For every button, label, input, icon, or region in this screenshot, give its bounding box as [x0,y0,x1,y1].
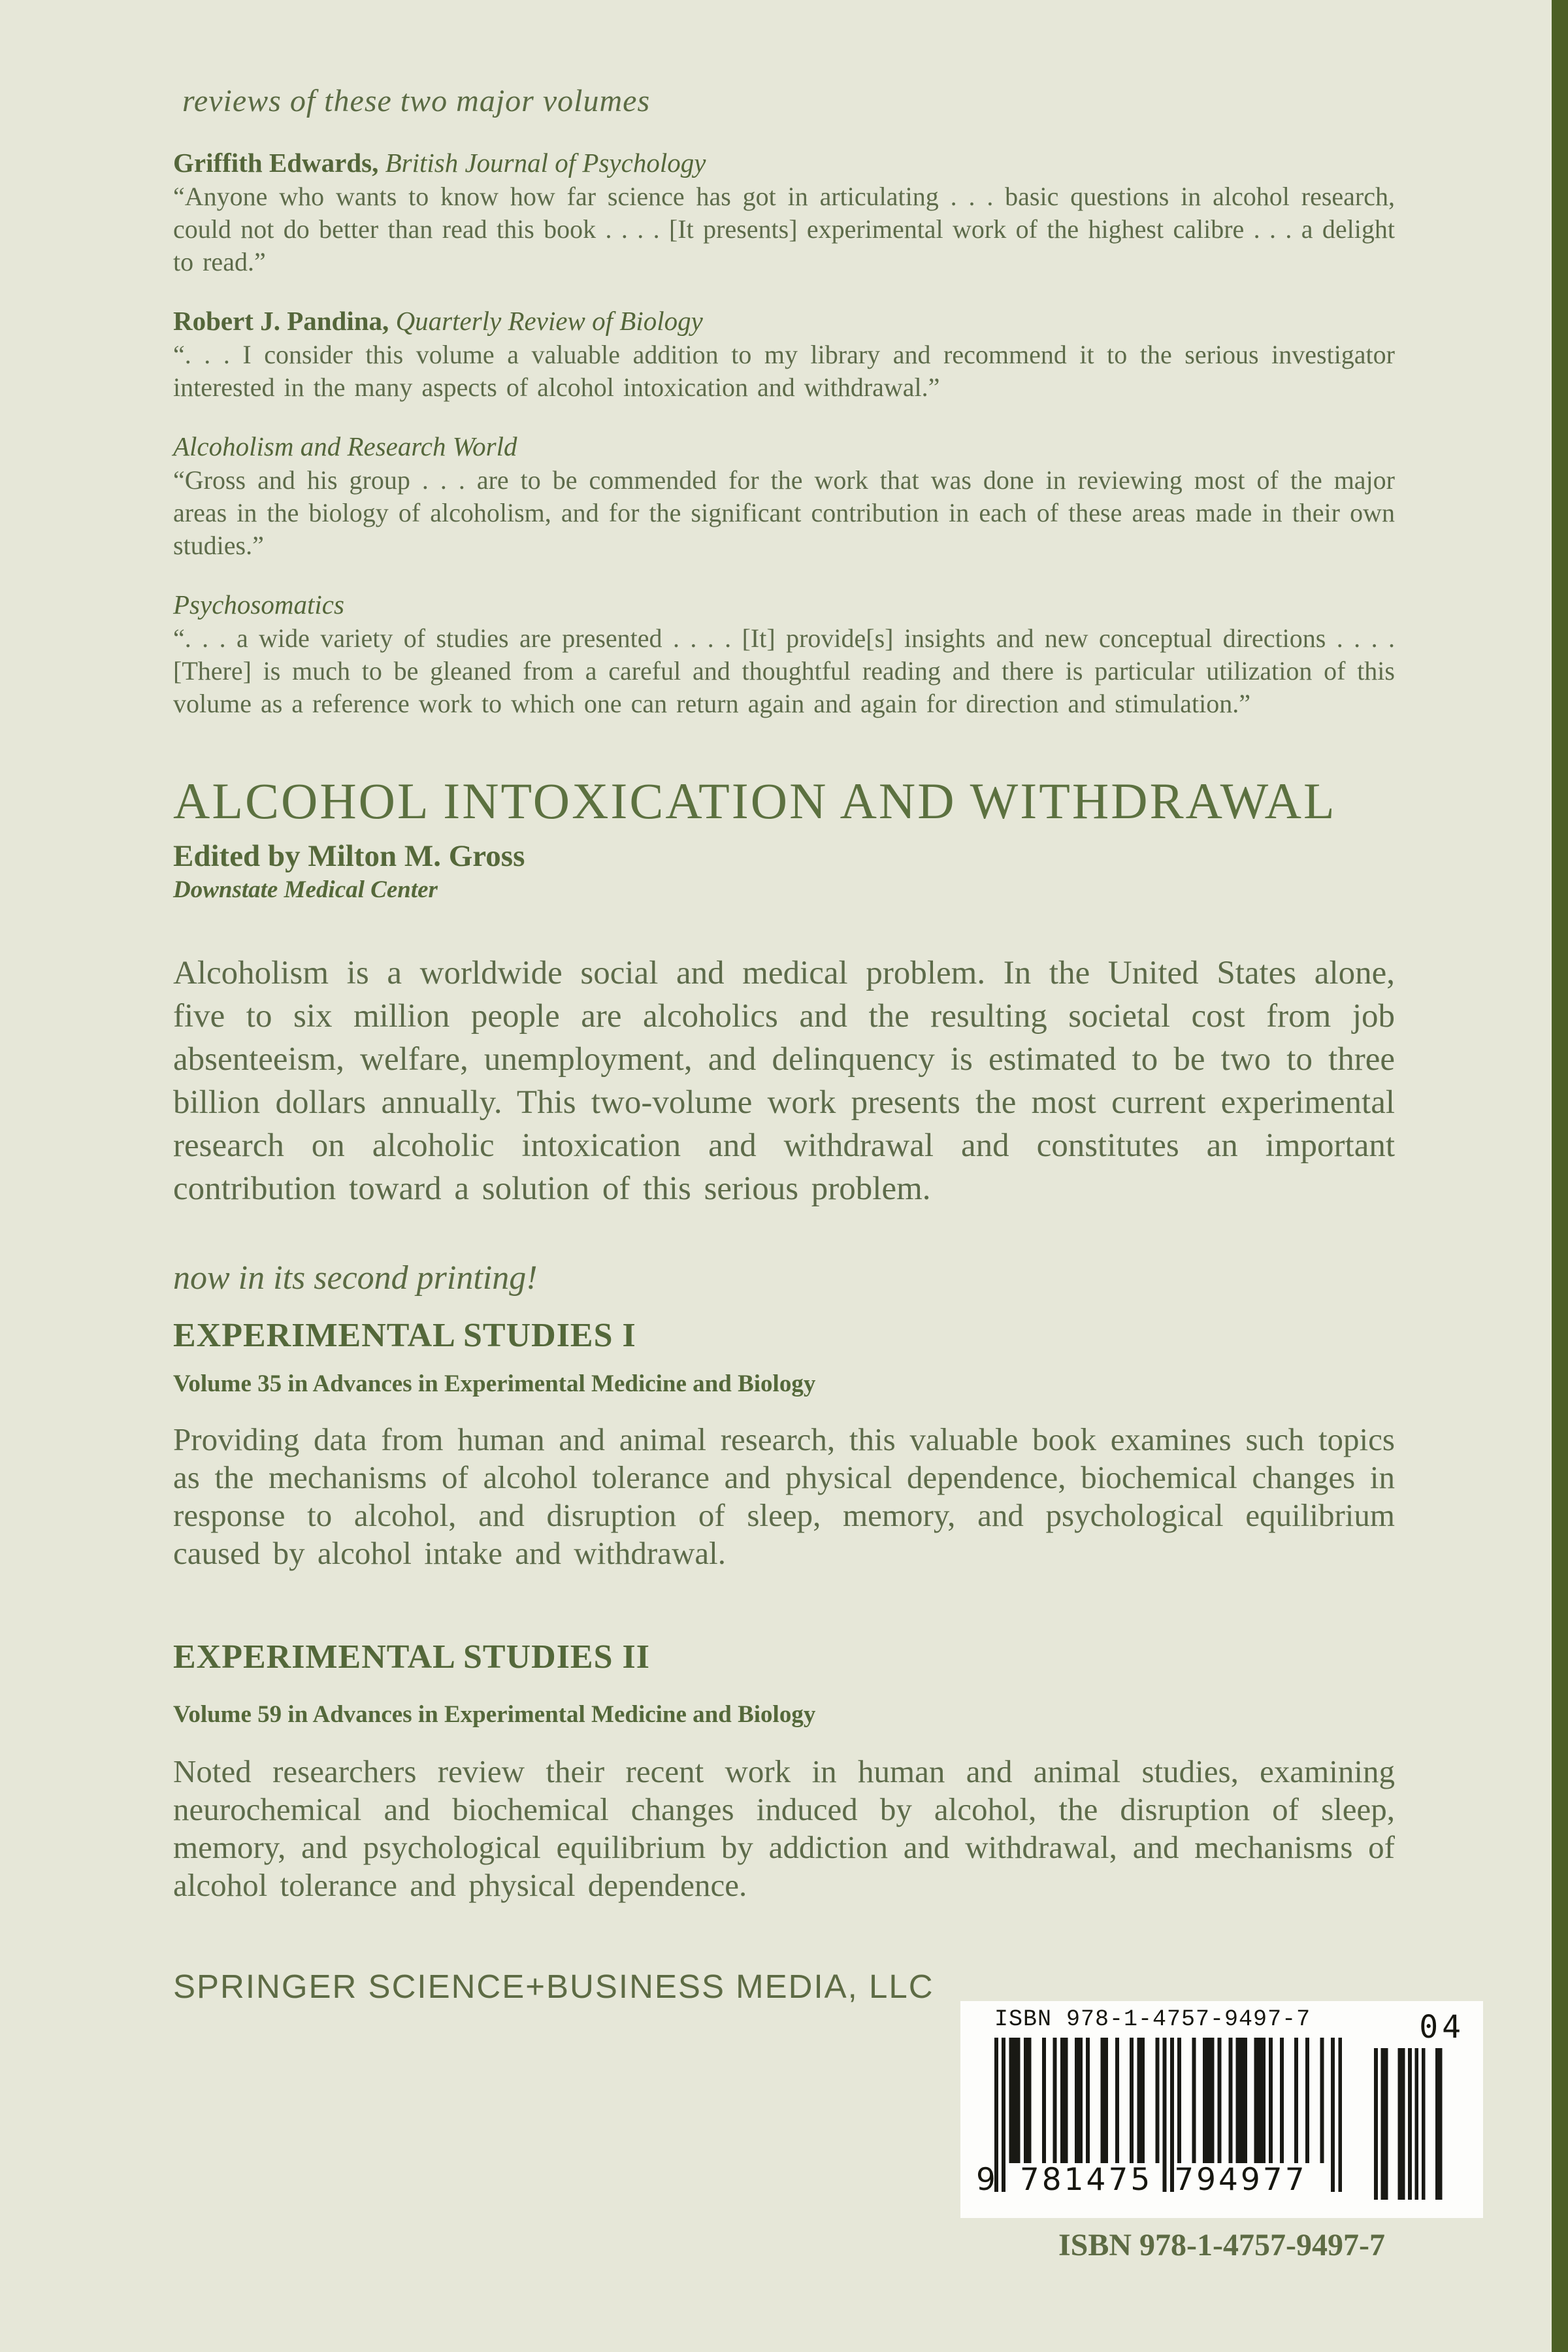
review-block [173,588,1395,720]
volume1-series-line: Volume 35 in Advances in Experimental Medicine and Biology [173,1370,816,1397]
review-attribution [173,588,1395,621]
editor-affiliation: Downstate Medical Center [173,876,438,903]
review-attribution [173,146,1395,179]
volume2-series-line: Volume 59 in Advances in Experimental Medicine and Biology [173,1701,816,1728]
book-description: Alcoholism is a worldwide social and medical problem. In the United States alone, five to six million people are alcoholics and the resulting societal cost from job absenteeism, welfare, unemployment, and delinquency is estimated to be two to three billion dollars annually. This two-volume work presents the most current experimental research on alcoholic intoxication and withdrawal and constitutes an important contribution toward a solution of this serious problem. [173,955,1395,1207]
review-quote: “Anyone who wants to know how far science has got in articulating . . . basic questions in alcohol research, could not do better than read this book . . . . [It presents] experimental work of the highest calibre . . . a delight to read.” [173,182,1395,276]
review-quote: “. . . I consider this volume a valuable addition to my library and recommend it to the serious investigator interested in the many aspects of alcohol intoxication and withdrawal.” [173,340,1395,402]
second-printing-note: now in its second printing! [173,1259,538,1297]
barcode-panel [960,2001,1483,2218]
cover-content [173,0,1395,2006]
volume1-description: Providing data from human and animal research, this valuable book examines such topics as the mechanisms of alcohol tolerance and physical dependence, biochemical changes in response to alcohol, and disruption of sleep, memory, and psychological equilibrium caused by alcohol intake and withdrawal. [173,1421,1395,1571]
reviewer-name: Robert J. Pandina, [173,306,389,336]
review-block [173,305,1395,404]
editor-line: Edited by Milton M. Gross [173,839,525,873]
review-attribution [173,305,1395,337]
review-quote: “Gross and his group . . . are to be commended for the work that was done in reviewing most of the major areas in the biology of alcoholism, and for the significant contribution in each of these areas made in their own studies.” [173,465,1395,560]
reviewer-name: Griffith Edwards, [173,148,379,178]
review-journal: Quarterly Review of Biology [395,306,703,336]
review-journal: Psychosomatics [173,589,344,620]
ean-addon-barcode-icon [1371,2048,1443,2203]
book-title: ALCOHOL INTOXICATION AND WITHDRAWAL [173,772,1337,829]
review-attribution [173,430,1395,463]
review-journal: Alcoholism and Research World [173,431,517,461]
volume2-description: Noted researchers review their recent work in human and animal studies, examining neurochemical and biochemical changes induced by alcohol, the disruption of sleep, memory, and psychological equilibrium by addiction and withdrawal, and mechanisms of alcohol tolerance and physical dependence. [173,1753,1395,1903]
barcode-number: 9 781475 794977 [976,2162,1307,2198]
review-journal: British Journal of Psychology [385,148,706,178]
review-quote: “. . . a wide variety of studies are presented . . . . [It] provide[s] insights and new conceptual directions . . . . [There] is much to be gleaned from a careful and thoughtful reading and there is particular utilization of this volume as a reference work to which one can return again and again for direction and stimulation.” [173,623,1395,718]
review-block [173,430,1395,562]
publisher-name: SPRINGER SCIENCE+BUSINESS MEDIA, LLC [173,1968,934,2005]
review-block [173,146,1395,278]
isbn-line: ISBN 978-1-4757-9497-7 [1058,2228,1385,2262]
volume1-heading: EXPERIMENTAL STUDIES I [173,1317,636,1354]
reviews-heading: reviews of these two major volumes [182,84,651,118]
cover-edge-strip [1552,0,1568,2352]
volume2-heading: EXPERIMENTAL STUDIES II [173,1638,651,1676]
title-block [173,772,1395,904]
barcode-isbn-text: ISBN 978-1-4757-9497-7 [994,2006,1311,2032]
barcode-addon-text: 04 [1419,2009,1465,2046]
